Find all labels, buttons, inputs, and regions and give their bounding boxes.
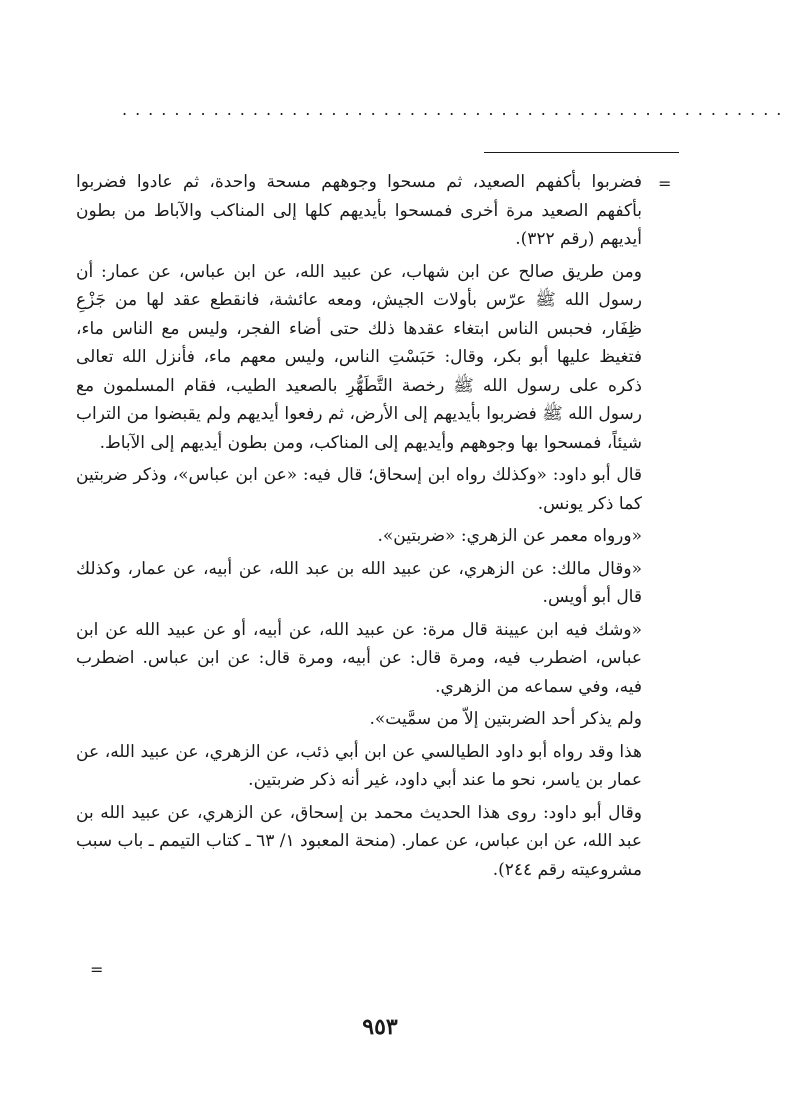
footnote-separator-dots: ................................................... <box>122 100 789 119</box>
paragraph-5: «وقال مالك: عن الزهري، عن عبيد الله بن عبد الله، عن أبيه، عن عمار، وكذلك قال أبو أويس. <box>76 558 642 607</box>
page-number: ٩٥٣ <box>362 1014 398 1040</box>
paragraph-2: ومن طريق صالح عن ابن شهاب، عن عبيد الله، عن ابن عباس، عن عمار: أن رسول الله ﷺ عرّس بأولات الجيش، ومعه عائشة، فانقطع عقد لها من جَزْعِ ظِفَار، فحبس الناس ابتغاء عقدها ذلك حتى أضاء الفجر، وليس مع الناس ماء، فتغيظ عليها أبو بكر، وقال: حَبَسْتِ الناس، وليس معهم ماء، فأنزل الله تعالى ذكره على رسول الله ﷺ رخصة التَّطَهُّرِ بالصعيد الطيب، فقام المسلمون مع رسول الله ﷺ فضربوا بأيديهم إلى الأرض، ثم رفعوا أيديهم ولم يقبضوا من التراب شيئاً، فمسحوا بها وجوههم وأيديهم إلى المناكب، ومن بطون أيديهم إلى الآباط. <box>76 261 642 453</box>
continuation-marker-bottom: = <box>90 960 104 979</box>
footnote-text-block <box>76 168 642 888</box>
footnote-rule <box>484 152 679 153</box>
paragraph-3: قال أبو داود: «وكذلك رواه ابن إسحاق؛ قال فيه: «عن ابن عباس»، وذكر ضربتين كما ذكر يونس. <box>76 465 642 514</box>
paragraph-9: وقال أبو داود: روى هذا الحديث محمد بن إسحاق، عن الزهري، عن عبيد الله بن عبد الله، عن ابن عباس، عن عمار. (منحة المعبود ١/ ٦٣ ـ كتاب التيمم ـ باب سبب مشروعيته رقم ٢٤٤). <box>76 802 643 880</box>
paragraph-4: «ورواه معمر عن الزهري: «ضربتين». <box>377 526 642 546</box>
paragraph-7: ولم يذكر أحد الضربتين إلاّ من سمَّيت». <box>369 709 642 729</box>
paragraph-6: «وشك فيه ابن عيينة قال مرة: عن عبيد الله، عن أبيه، أو عن عبيد الله عن ابن عباس، اضطرب فيه، ومرة قال: عن أبيه، ومرة قال: عن ابن عباس. اضطرب فيه، وفي سماعه من الزهري. <box>76 619 642 697</box>
continuation-marker-top: = <box>658 174 672 193</box>
paragraph-8: هذا وقد رواه أبو داود الطيالسي عن ابن أبي ذئب، عن الزهري، عن عبيد الله، عن عمار بن ياسر، نحو ما عند أبي داود، غير أنه ذكر ضربتين. <box>76 741 642 790</box>
paragraph-1: فضربوا بأكفهم الصعيد، ثم مسحوا وجوههم مسحة واحدة، ثم عادوا فضربوا بأكفهم الصعيد مرة أخرى فمسحوا بأيديهم كلها إلى المناكب والآباط من بطون أيديهم (رقم ٣٢٢). <box>76 172 642 249</box>
